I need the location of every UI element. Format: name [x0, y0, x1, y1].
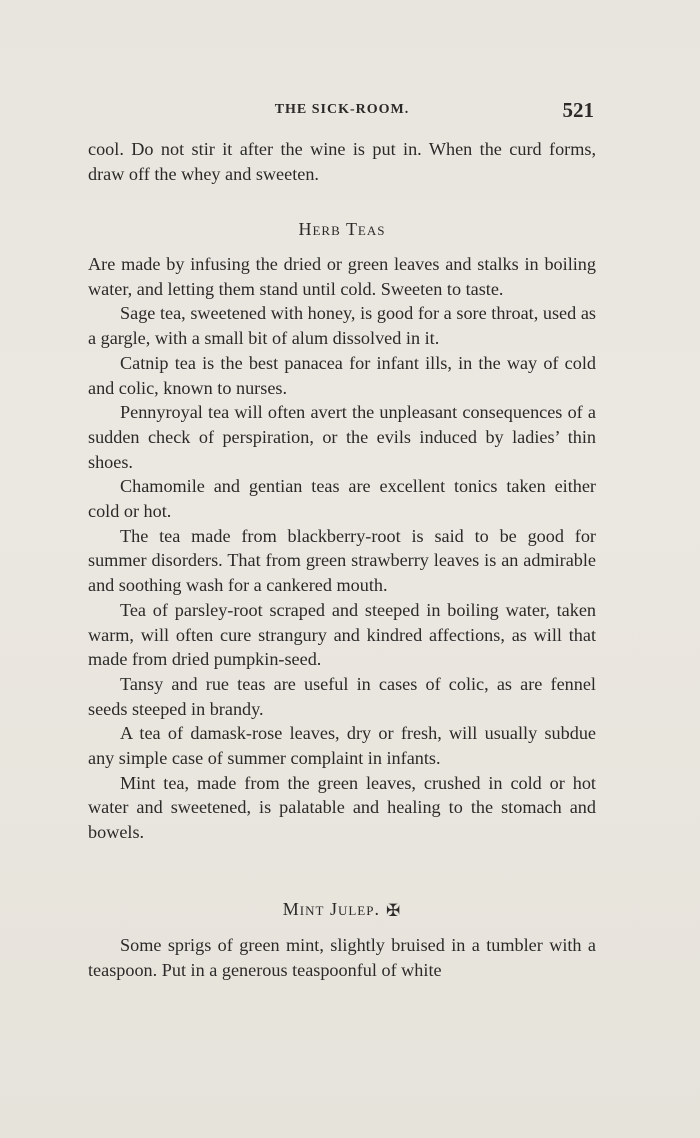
- paragraph: Some sprigs of green mint, slightly bruised in a tumbler with a teaspoon. Put in a generous teaspoonful of white: [88, 935, 596, 980]
- section-heading-herb-teas: Herb Teas: [298, 219, 386, 239]
- page-number: 521: [562, 98, 594, 122]
- mint-julep-body: [88, 933, 596, 982]
- paragraph: Mint tea, made from the green leaves, crushed in cold or hot water and sweetened, is palatable and healing to the stomach and bowels.: [88, 772, 596, 843]
- paragraph: Sage tea, sweetened with honey, is good for a sore throat, used as a gargle, with a small bit of alum dissolved in it.: [88, 303, 596, 349]
- paragraph: The tea made from blackberry-root is said to be good for summer disorders. That from green strawberry leaves is an admirable and soothing wash for a cankered mouth.: [88, 525, 596, 596]
- section-heading-mint-julep: [88, 899, 596, 921]
- page-header: [88, 100, 596, 126]
- paragraph: Chamomile and gentian teas are excellent tonics taken either cold or hot.: [88, 476, 596, 522]
- paragraph: Catnip tea is the best panacea for infant ills, in the way of cold and colic, known to nurses.: [88, 352, 596, 398]
- paragraph: Tea of parsley-root scraped and steeped in boiling water, taken warm, will often cure strangury and kindred affections, as will that made from dried pumpkin-seed.: [88, 599, 596, 670]
- cross-ornament-icon: ✠: [385, 900, 402, 920]
- continued-paragraph-block: [88, 137, 596, 186]
- herb-teas-body: [88, 252, 596, 845]
- running-head: THE SICK-ROOM.: [274, 102, 410, 117]
- continued-paragraph: cool. Do not stir it after the wine is put in. When the curd forms, draw off the whey and sweeten.: [88, 139, 596, 184]
- paragraph: Pennyroyal tea will often avert the unpleasant consequences of a sudden check of perspiration, or the evils induced by ladies’ thin shoes.: [88, 402, 596, 472]
- paragraph: Tansy and rue teas are useful in cases of colic, as are fennel seeds steeped in brandy.: [88, 673, 596, 719]
- paragraph: Are made by infusing the dried or green leaves and stalks in boiling water, and letting them stand until cold. Sweeten to taste.: [88, 254, 596, 299]
- paragraph: A tea of damask-rose leaves, dry or fresh, will usually subdue any simple case of summer complaint in infants.: [88, 723, 596, 769]
- mint-julep-heading-text: Mint Julep.: [282, 899, 380, 919]
